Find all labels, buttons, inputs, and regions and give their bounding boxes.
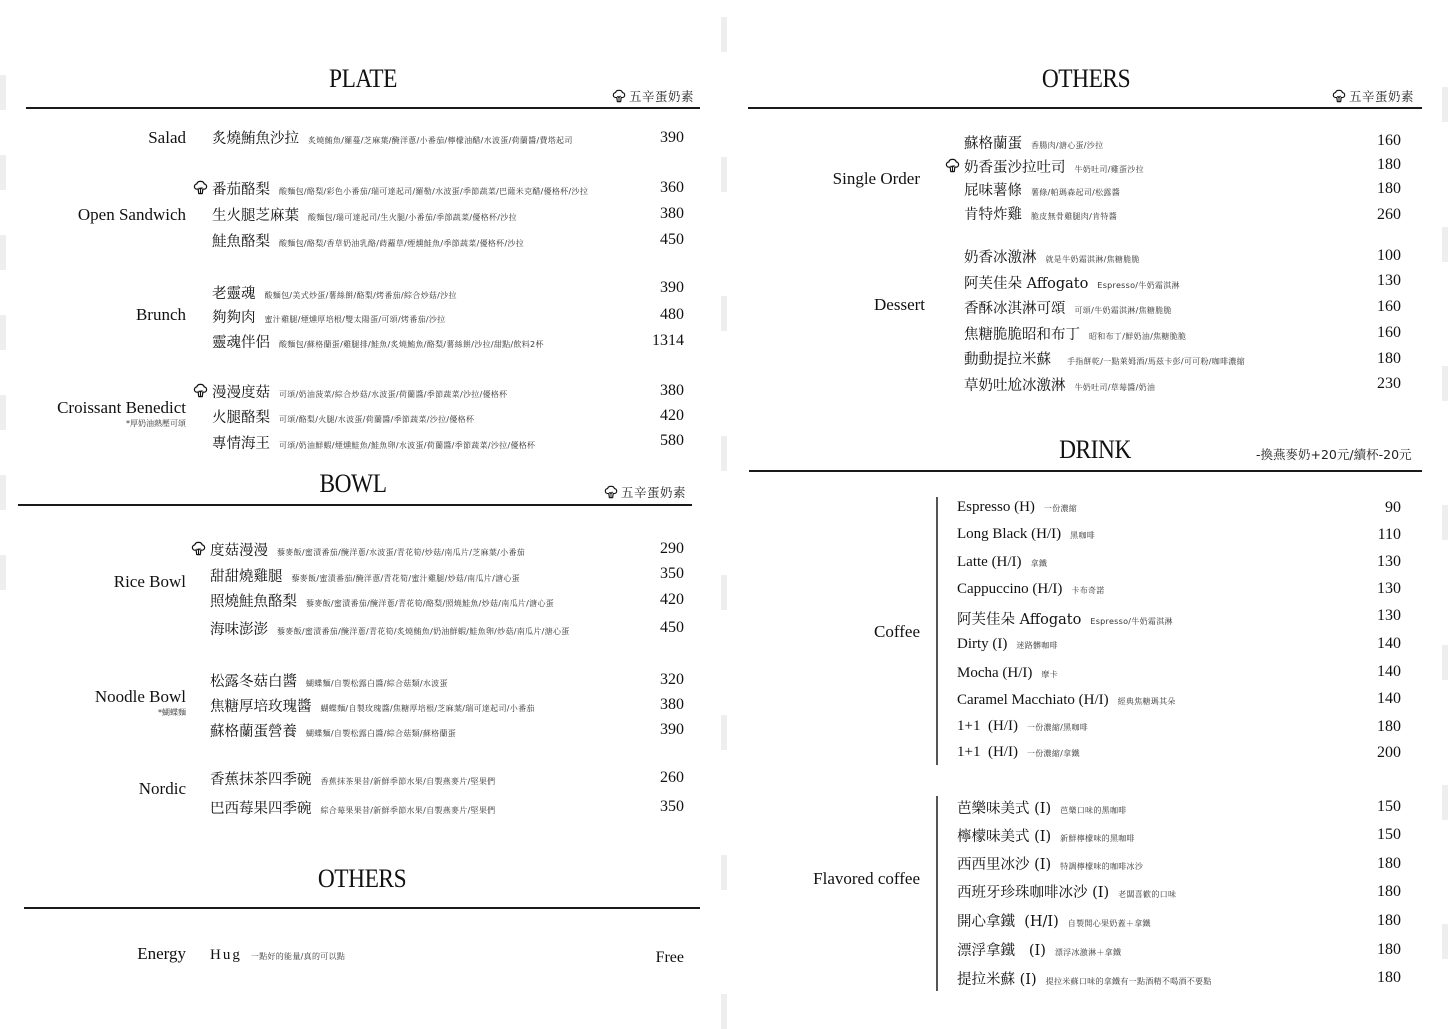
item-price: 180 [1377,883,1401,900]
menu-item [957,526,1095,543]
item-name: 草奶吐尬冰激淋 [964,378,1066,394]
item-desc: 藜麥飯/蜜漬番茄/醃洋蔥/青花筍/酪梨/照燒鮭魚/炒菇/南瓜片/溏心蛋 [306,599,555,608]
menu-item [957,881,1176,902]
edge-mark [0,75,6,110]
item-name: Cappuccino (H/I) [957,581,1063,597]
section-rule [24,907,700,909]
item-price: 130 [1377,580,1401,597]
item-desc: 卡布奇諾 [1071,586,1105,595]
vegetarian-icon [191,541,206,556]
item-price: 150 [1377,798,1401,815]
menu-item [964,348,1245,369]
vegetarian-icon [1332,89,1346,103]
vegetarian-icon [604,485,618,499]
item-desc: 酸麵包/酪梨/香草奶油乳酪/蒔蘿草/煙燻鮭魚/季節蔬菜/優格杯/沙拉 [279,239,525,248]
item-name: 海味澎澎 [210,622,268,638]
item-name: Dirty (I) [957,636,1008,652]
item-name: 西班牙珍珠咖啡冰沙 (I) [957,885,1110,901]
edge-mark [1442,227,1448,262]
item-desc: Espresso/牛奶霜淇淋 [1097,281,1180,290]
item-name: 提拉米蘇 (I) [957,972,1037,988]
item-name: 焦糖厚培玫瑰醬 [210,699,312,715]
item-name: Hug [210,947,242,963]
item-price: 150 [1377,826,1401,843]
fold-mark [721,17,727,52]
item-price: 390 [660,129,684,146]
item-desc: 老闆喜歡的口味 [1118,890,1177,899]
item-desc: 酸麵包/瑞可達起司/生火腿/小番茄/季節蔬菜/優格杯/沙拉 [308,213,517,222]
menu-item [210,695,535,716]
menu-item [212,381,507,402]
item-desc: 摩卡 [1041,670,1058,679]
item-name: 蘇格蘭蛋營養 [210,724,297,740]
item-desc: 藜麥飯/蜜漬番茄/醃洋蔥/水波蛋/青花筍/炒菇/南瓜片/芝麻葉/小番茄 [277,548,526,557]
menu-item [957,797,1127,818]
item-price: 200 [1377,744,1401,761]
item-price: 140 [1377,690,1401,707]
item-price: 160 [1377,298,1401,315]
menu-item [957,718,1088,735]
item-desc: 芭樂口味的黑咖啡 [1060,806,1127,815]
category-label: Brunch [135,305,186,324]
category-croissant-benedict [57,399,186,428]
item-price: 380 [660,205,684,222]
item-desc: 藜麥飯/蜜漬番茄/醃洋蔥/青花筍/炙燒鮪魚/奶油鮮蝦/鮭魚卵/炒菇/南瓜片/溏心蛋 [277,627,570,636]
item-name: 奶香冰激淋 [964,250,1037,266]
menu-item [957,636,1058,653]
item-name: 1+1 (H/I) [957,718,1018,734]
edge-mark [1442,505,1448,540]
menu-item [964,203,1117,224]
item-desc: 脆皮無骨雞腿肉/肯特醬 [1031,212,1117,221]
item-desc: 牛奶吐司/雞蛋沙拉 [1074,165,1144,174]
item-desc: 迷路髒咖啡 [1016,641,1058,650]
category-note: *厚奶油熱壓可頌 [126,418,186,428]
item-price: 160 [1377,132,1401,149]
item-name: 度菇漫漫 [210,543,268,559]
item-price: 260 [1377,206,1401,223]
item-name: 巴西莓果四季碗 [210,801,312,817]
category-coffee [874,623,920,642]
item-name: 香酥冰淇淋可頌 [964,301,1066,317]
category-label: Noodle Bowl [94,687,186,706]
menu-item [210,720,456,741]
menu-item [210,797,495,818]
item-name: 蘇格蘭蛋 [964,136,1022,152]
menu-item [964,132,1103,153]
item-name: 屁味薯條 [964,183,1022,199]
item-price: 140 [1377,663,1401,680]
vegetarian-icon [193,383,208,398]
item-price: 390 [660,721,684,738]
menu-item [957,608,1173,629]
item-desc: 新鮮檸檬味的黑咖啡 [1060,834,1135,843]
menu-item [957,499,1077,516]
item-name: Mocha (H/I) [957,665,1033,681]
item-name: 焦糖脆脆昭和布丁 [964,327,1080,343]
item-desc: 自製開心果奶蓋＋拿鐵 [1067,919,1151,928]
item-desc: 牛奶吐司/草莓醬/奶油 [1074,383,1156,392]
section-rule [748,107,1422,109]
category-divider [936,497,938,765]
item-name: 鮭魚酪梨 [212,234,270,250]
item-price: 380 [660,696,684,713]
category-label: Rice Bowl [113,572,186,591]
item-desc: 可頌/酪梨/火腿/水波蛋/荷蘭醬/季節蔬菜/沙拉/優格杯 [279,415,475,424]
menu-item [964,179,1120,200]
item-price: 90 [1385,499,1401,516]
category-energy [137,945,186,964]
item-price: 180 [1377,855,1401,872]
menu-item [210,618,570,639]
edge-mark [0,475,6,510]
item-price: 350 [660,565,684,582]
category-label: Open Sandwich [77,205,186,224]
item-desc: 就是牛奶霜淇淋/焦糖脆脆 [1045,255,1140,264]
section-rule [18,504,692,506]
menu-item [210,565,520,586]
item-price: 290 [660,540,684,557]
edge-mark [1442,785,1448,820]
menu-item [964,374,1155,395]
edge-mark [0,395,6,430]
item-price: 160 [1377,324,1401,341]
menu-item [964,297,1172,318]
menu-item [212,282,457,303]
item-desc: 薯條/帕瑪森起司/松露醬 [1031,188,1120,197]
item-name: 漂浮拿鐵 (I) [957,943,1046,959]
item-name: 芭樂味美式 (I) [957,801,1052,817]
menu-item [210,768,495,789]
item-name: 生火腿芝麻葉 [212,208,299,224]
menu-item [957,853,1143,874]
item-price: 230 [1377,375,1401,392]
veg-legend-label: 五辛蛋奶素 [621,485,687,500]
item-desc: 香腸肉/溏心蛋/沙拉 [1031,141,1104,150]
item-name: 夠夠肉 [212,310,256,326]
menu-item [212,204,517,225]
menu-item [212,432,535,453]
edge-mark [1442,924,1448,959]
item-name: 1+1 (H/I) [957,744,1018,760]
item-desc: 綜合莓果果昔/新鮮季節水果/自製燕麥片/堅果們 [320,806,496,815]
item-name: 老靈魂 [212,286,256,302]
section-title-plate: PLATE [329,64,397,93]
section-title-others: OTHERS [1041,64,1131,93]
item-name: 松露冬菇白醬 [210,674,297,690]
category-open-sandwich [78,206,186,225]
drink-note: -換燕麥奶+20元/續杯-20元 [1256,447,1412,462]
item-desc: 拿鐵 [1030,559,1048,568]
item-name: 專情海王 [212,436,270,452]
section-rule [749,470,1422,472]
menu-item [212,331,544,352]
item-price: 100 [1377,247,1401,264]
menu-item [212,178,588,199]
category-label: Salad [148,128,186,147]
item-desc: 酸麵包/美式炒蛋/薯絲餅/酪梨/烤番茄/綜合炒菇/沙拉 [264,291,457,300]
menu-item [964,272,1180,293]
menu-item [957,581,1105,598]
item-price: 380 [660,382,684,399]
item-desc: 蝴蝶麵/自製松露白醬/綜合菇類/水波蛋 [306,679,448,688]
category-rice-bowl [114,573,186,592]
item-name: 香蕉抹茶四季碗 [210,772,312,788]
item-name: 漫漫度菇 [212,385,270,401]
menu-item [957,825,1135,846]
menu-item [212,406,474,427]
edge-mark [0,235,6,270]
item-desc: Espresso/牛奶霜淇淋 [1090,617,1173,626]
category-dessert [874,296,925,315]
item-desc: 一份濃縮/黑咖啡 [1026,723,1089,732]
item-name: 阿芙佳朵 Affogato [957,612,1082,628]
item-desc: 黑咖啡 [1070,531,1096,540]
item-price: 130 [1377,607,1401,624]
veg-legend-label: 五辛蛋奶素 [1349,89,1415,104]
category-label: Single Order [832,169,920,188]
item-name: 動動提拉米蘇 [964,352,1051,368]
menu-item [957,692,1176,709]
category-noodle-bowl [95,688,186,717]
item-desc: 蝴蝶麵/自製玫瑰醬/焦糖厚培根/芝麻葉/瑞可達起司/小番茄 [320,704,535,713]
menu-item [957,910,1151,931]
category-label: Coffee [874,622,920,641]
section-title-drink: DRINK [1059,435,1131,464]
section-title-bowl: BOWL [319,469,387,498]
veg-legend [612,87,694,105]
item-price: 360 [660,179,684,196]
category-label: Dessert [874,295,925,314]
fold-mark [721,575,727,610]
item-price: 580 [660,432,684,449]
category-label: Croissant Benedict [57,398,186,417]
item-desc: 漂浮冰激淋＋拿鐵 [1054,948,1122,957]
menu-item [964,246,1140,267]
category-salad [148,129,186,148]
veg-legend [604,483,686,501]
item-name: 番茄酪梨 [212,182,270,198]
edge-mark [0,155,6,190]
fold-mark [721,715,727,750]
vegetarian-icon [193,180,208,195]
item-name: Latte (H/I) [957,554,1022,570]
edge-mark [0,555,6,590]
item-price: 260 [660,769,684,786]
item-name: 奶香蛋沙拉吐司 [964,160,1066,176]
edge-mark [1442,87,1448,122]
item-price: 1314 [652,332,684,349]
item-desc: 一份濃縮/拿鐵 [1026,749,1080,758]
item-desc: 提拉米蘇口味的拿鐵有一點酒精不喝酒不要點 [1045,977,1212,986]
item-desc: 酸麵包/蘇格蘭蛋/雞腿排/鮭魚/炙燒鮪魚/酪梨/薯絲餅/沙拉/甜點/飲料2杯 [279,340,544,349]
item-desc: 經典焦糖瑪其朵 [1117,697,1176,706]
item-price: 350 [660,798,684,815]
item-price: 420 [660,407,684,424]
menu-item [210,539,525,560]
section-title-others: OTHERS [317,864,407,893]
menu-item [957,968,1212,989]
menu-item [957,744,1080,761]
item-price: 480 [660,306,684,323]
item-price: 180 [1377,350,1401,367]
menu-item [957,939,1121,960]
item-price: 140 [1377,635,1401,652]
item-desc: 炙燒鮪魚/羅蔓/芝麻葉/醃洋蔥/小番茄/檸檬油醋/水波蛋/荷蘭醬/費塔起司 [308,136,573,145]
item-name: 甜甜燒雞腿 [210,569,283,585]
category-nordic [139,780,186,799]
item-name: Espresso (H) [957,499,1035,515]
item-price: 180 [1377,941,1401,958]
item-desc: 昭和布丁/鮮奶油/焦糖脆脆 [1089,332,1187,341]
menu-item [210,947,345,964]
item-price: 450 [660,231,684,248]
item-name: 西西里冰沙 (I) [957,857,1052,873]
item-desc: 蝴蝶麵/自製松露白醬/綜合菇類/蘇格蘭蛋 [306,729,457,738]
edge-mark [1442,645,1448,680]
menu-item [957,554,1047,571]
edge-mark [0,315,6,350]
category-label: Energy [137,944,186,963]
item-price: 320 [660,671,684,688]
item-desc: 酸麵包/酪梨/彩色小番茄/瑞可達起司/羅勒/水波蛋/季節蔬菜/巴薩米克醋/優格杯/沙拉 [279,187,589,196]
category-single-order [833,170,920,189]
edge-mark [1442,366,1448,401]
menu-item [212,127,573,148]
vegetarian-icon [612,89,626,103]
item-name: Long Black (H/I) [957,526,1062,542]
item-desc: 藜麥飯/蜜漬番茄/醃洋蔥/青花筍/蜜汁雞腿/炒菇/南瓜片/溏心蛋 [291,574,520,583]
menu-item [210,670,448,691]
item-price: 180 [1377,718,1401,735]
veg-legend-label: 五辛蛋奶素 [629,89,695,104]
item-desc: 可頌/奶油菠菜/綜合炒菇/水波蛋/荷蘭醬/季節蔬菜/沙拉/優格杯 [279,390,508,399]
item-price: 180 [1377,912,1401,929]
item-price: 110 [1377,526,1401,543]
section-rule [26,107,700,109]
item-name: 靈魂伴侶 [212,335,270,351]
item-desc: 一點好的能量/真的可以點 [250,952,346,961]
item-price: 180 [1377,180,1401,197]
item-desc: 可頌/奶油鮮蝦/煙燻鮭魚/鮭魚卵/水波蛋/荷蘭醬/季節蔬菜/沙拉/優格杯 [279,441,536,450]
item-name: 照燒鮭魚酪梨 [210,594,297,610]
item-price: 450 [660,619,684,636]
item-desc: 香蕉抹茶果昔/新鮮季節水果/自製燕麥片/堅果們 [320,777,496,786]
item-price: 180 [1377,156,1401,173]
menu-item [964,323,1186,344]
item-desc: 一份濃縮 [1043,504,1078,513]
category-divider [936,796,938,991]
veg-legend [1332,87,1414,105]
fold-mark [721,436,727,471]
menu-item [964,156,1144,177]
category-label: Flavored coffee [813,869,920,888]
item-name: 炙燒鮪魚沙拉 [212,131,299,147]
item-price: 130 [1377,272,1401,289]
item-desc: 特調檸檬味的咖啡冰沙 [1060,862,1144,871]
item-price: 420 [660,591,684,608]
item-name: 阿芙佳朵 Affogato [964,276,1089,292]
category-flavored-coffee [813,870,920,889]
item-price: 180 [1377,969,1401,986]
item-price: 390 [660,279,684,296]
item-desc: 手指餅乾/一點萊姆酒/馬茲卡彭/可可粉/咖啡濃縮 [1067,357,1245,366]
vegetarian-icon [945,158,960,173]
item-name: Caramel Macchiato (H/I) [957,692,1109,708]
item-name: 開心拿鐵 (H/I) [957,914,1059,930]
category-note: *蝴蝶麵 [158,707,186,717]
item-desc: 蜜汁雞腿/煙燻厚培根/雙太陽蛋/可頌/烤番茄/沙拉 [264,315,446,324]
item-name: 肯特炸雞 [964,207,1022,223]
fold-mark [721,157,727,192]
item-price: Free [655,949,684,966]
item-name: 火腿酪梨 [212,410,270,426]
category-label: Nordic [138,779,186,798]
menu-item [957,665,1058,682]
menu-item [210,590,554,611]
item-name: 檸檬味美式 (I) [957,829,1052,845]
fold-mark [721,296,727,331]
menu-item [212,306,445,327]
menu-item [212,230,524,251]
category-brunch [136,306,186,325]
item-price: 130 [1377,553,1401,570]
fold-mark [721,855,727,890]
item-desc: 可頌/牛奶霜淇淋/焦糖脆脆 [1074,306,1172,315]
